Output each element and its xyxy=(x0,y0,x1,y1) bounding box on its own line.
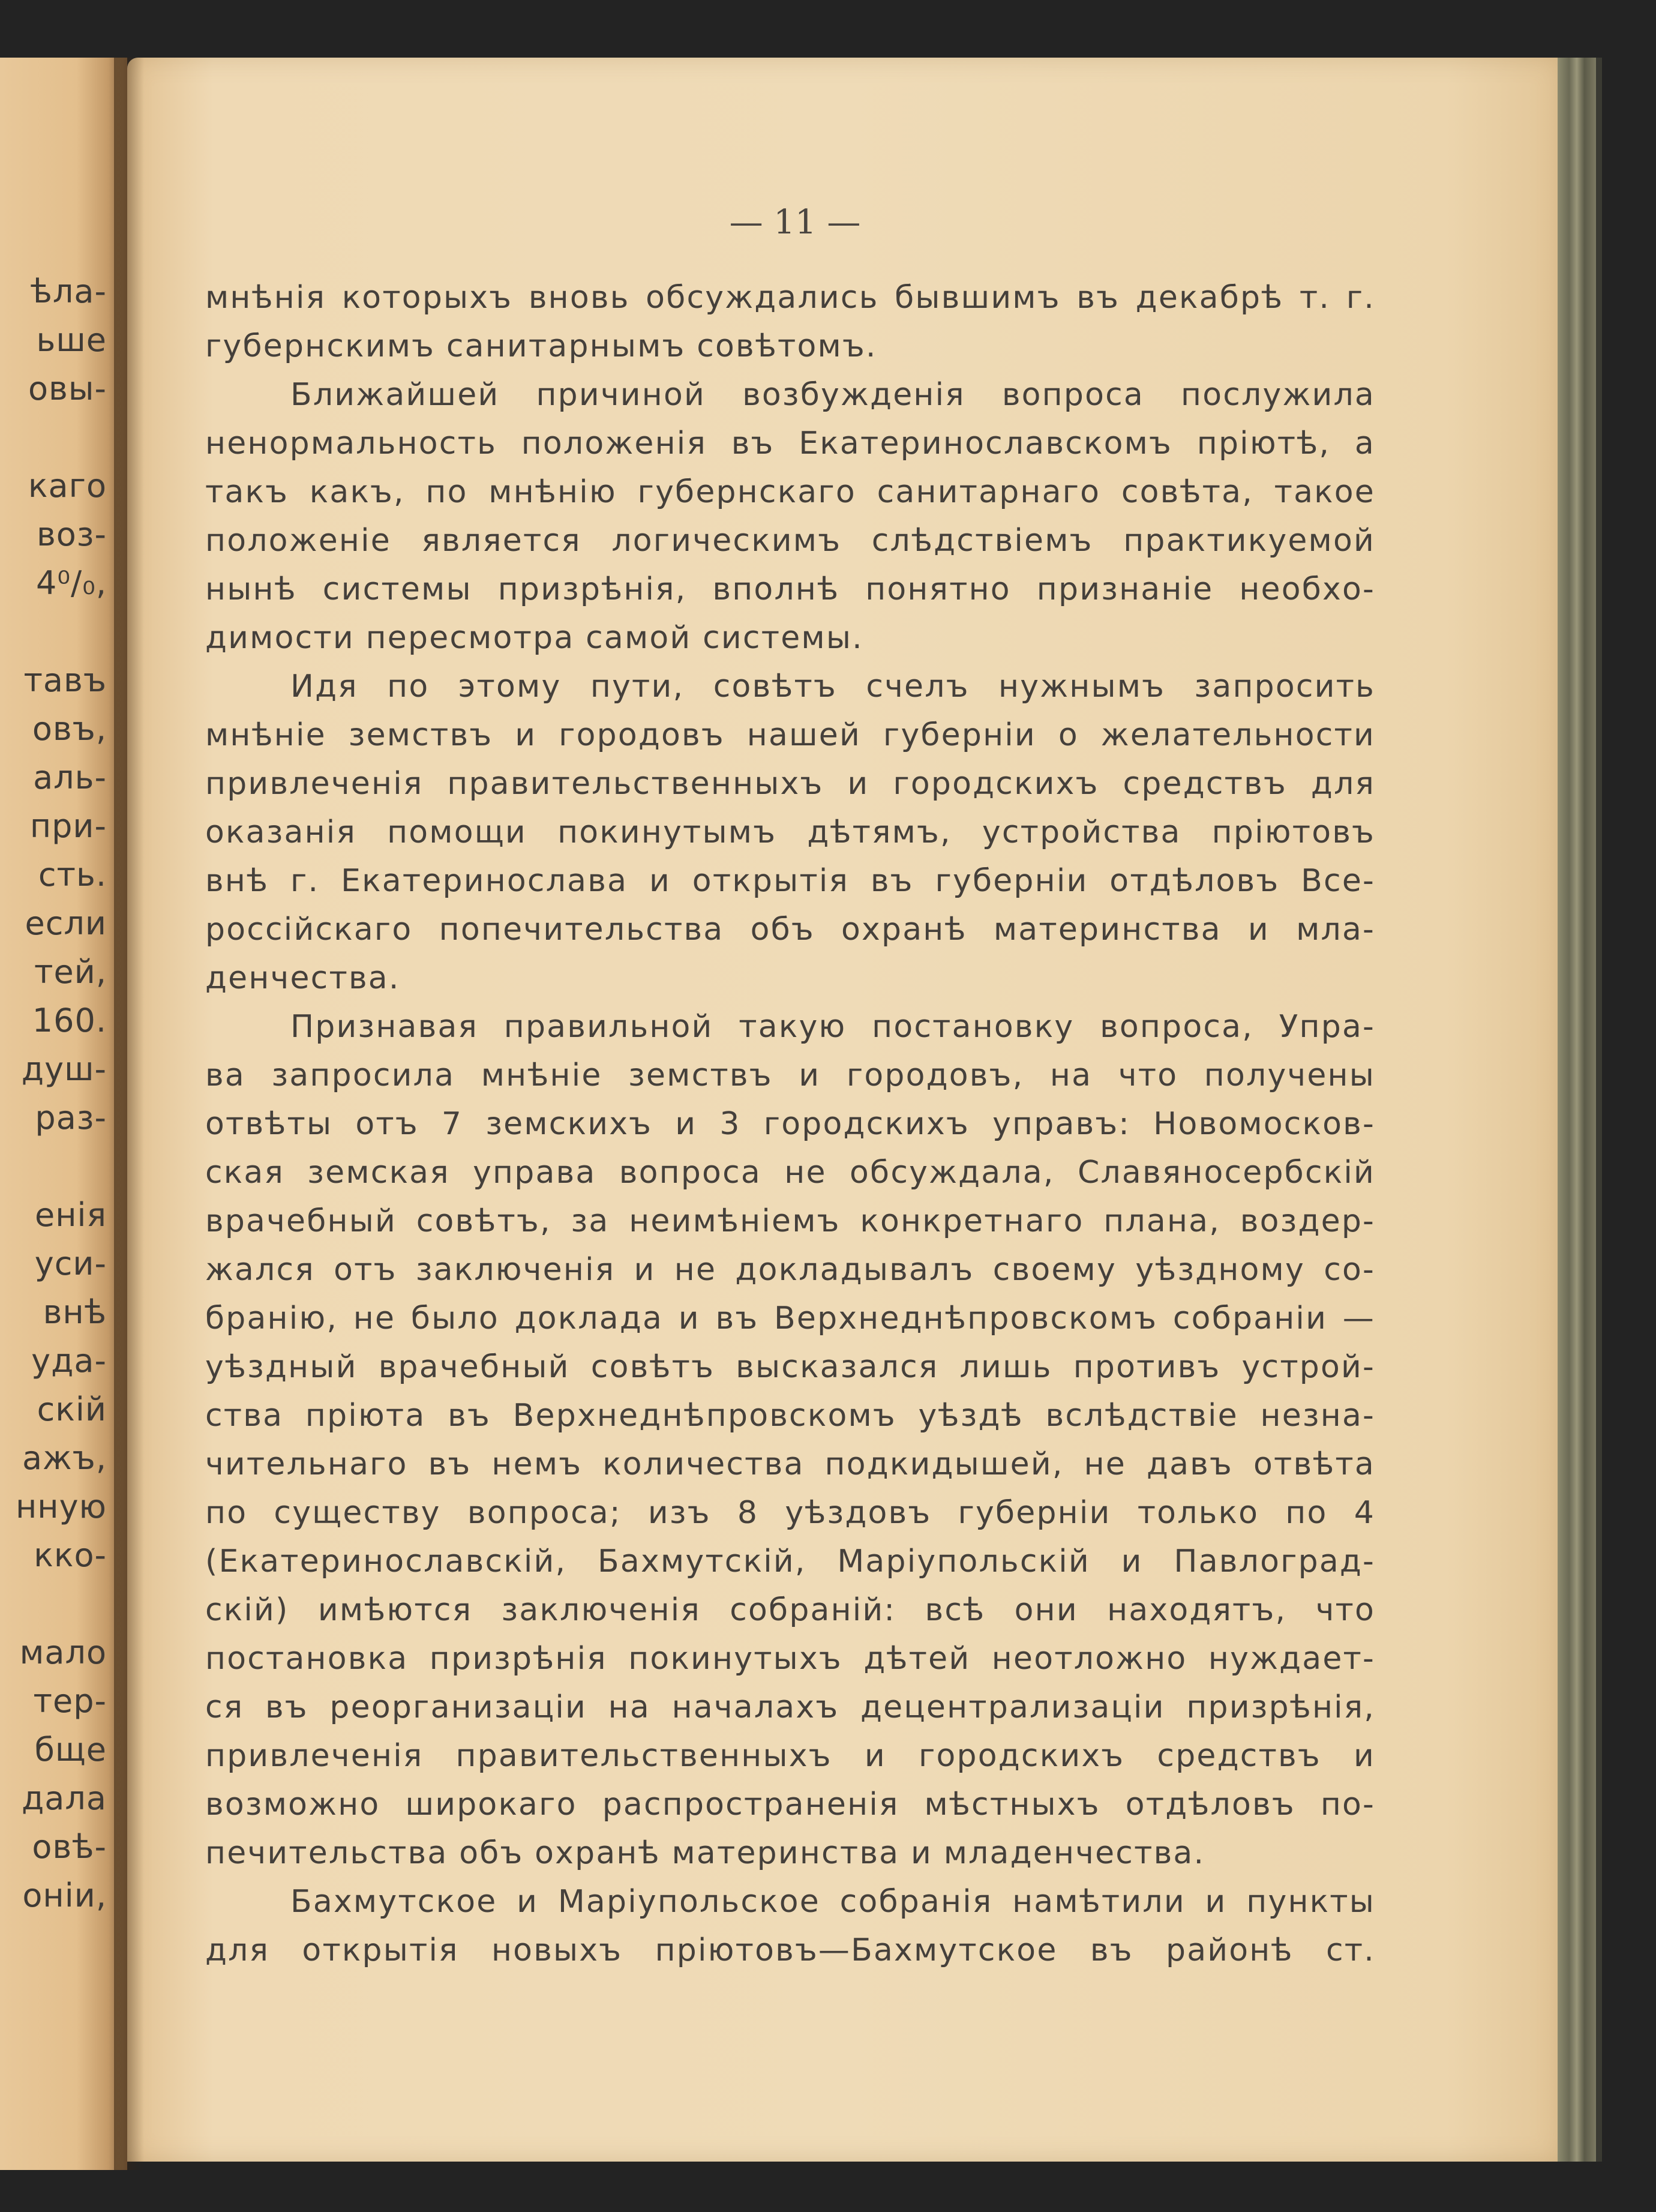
facing-page-fragment: ажъ, xyxy=(22,1439,107,1477)
facing-page-fragment: кко- xyxy=(34,1536,107,1574)
facing-page-fragment: уда- xyxy=(31,1342,107,1380)
facing-page-fragment: внѣ xyxy=(43,1293,107,1331)
facing-page-fragment: душ- xyxy=(21,1050,107,1088)
text-line: ская земская управа вопроса не обсуждала, Славяносербскій xyxy=(205,1155,1375,1191)
facing-page-fragment: 160. xyxy=(32,1002,107,1039)
facing-page-fragment: воз- xyxy=(36,515,107,553)
facing-page-fragment: при- xyxy=(29,807,107,845)
facing-page-fragment: нную xyxy=(15,1488,107,1525)
text-line: ства пріюта въ Верхнеднѣпровскомъ уѣздѣ вслѣдствіе незна- xyxy=(205,1398,1375,1434)
text-line: чительнаго въ немъ количества подкидышей, не давъ отвѣта xyxy=(205,1446,1375,1482)
facing-page-fragment: овы- xyxy=(28,370,107,407)
text-line: Признавая правильной такую постановку вопроса, Упра- xyxy=(290,1009,1375,1045)
text-line: Идя по этому пути, совѣтъ счелъ нужнымъ запросить xyxy=(290,669,1375,705)
text-line: бранію, не было доклада и въ Верхнеднѣпровскомъ собраніи — xyxy=(205,1300,1375,1336)
facing-page-fragment: ѣла- xyxy=(30,272,107,310)
text-line: ва запросила мнѣніе земствъ и городовъ, на что получены xyxy=(205,1057,1375,1093)
text-line: скій) имѣются заключенія собраній: всѣ они находятъ, что xyxy=(205,1592,1375,1628)
page-edges xyxy=(1558,58,1596,2162)
text-line: по существу вопроса; изъ 8 уѣздовъ губерніи только по 4 xyxy=(205,1495,1375,1531)
text-line: привлеченія правительственныхъ и городскихъ средствъ и xyxy=(205,1738,1375,1774)
facing-page-fragment: енія xyxy=(34,1196,107,1234)
text-line: губернскимъ санитарнымъ совѣтомъ. xyxy=(205,328,877,364)
text-line: мнѣнія которыхъ вновь обсуждались бывшимъ въ декабрѣ т. г. xyxy=(205,280,1375,316)
text-line: отвѣты отъ 7 земскихъ и 3 городскихъ управъ: Новомосков- xyxy=(205,1106,1375,1142)
facing-page-fragment: сть. xyxy=(38,856,107,894)
text-line: нынѣ системы призрѣнія, вполнѣ понятно признаніе необхо- xyxy=(205,571,1375,607)
facing-page-fragment: уси- xyxy=(34,1245,107,1282)
text-line: россійскаго попечительства объ охранѣ материнства и мла- xyxy=(205,912,1375,948)
text-line: возможно широкаго распространенія мѣстныхъ отдѣловъ по- xyxy=(205,1787,1375,1823)
facing-page-fragment: если xyxy=(25,904,107,942)
facing-page-fragment: бще xyxy=(34,1731,107,1769)
text-line: такъ какъ, по мнѣнію губернскаго санитарнаго совѣта, такое xyxy=(205,474,1375,510)
spine-shadow xyxy=(114,58,144,2170)
facing-page-fragment: аль- xyxy=(33,759,107,796)
text-line: ненормальность положенія въ Екатеринославскомъ пріютѣ, а xyxy=(205,425,1375,461)
text-line: денчества. xyxy=(205,960,400,996)
text-line: димости пересмотра самой системы. xyxy=(205,620,863,656)
facing-page-fragment: 4⁰/₀, xyxy=(35,564,107,602)
facing-page xyxy=(0,58,127,2170)
text-line: мнѣніе земствъ и городовъ нашей губерніи о желательности xyxy=(205,717,1375,753)
facing-page-fragment: дала xyxy=(21,1779,107,1817)
facing-page-fragment: тавъ xyxy=(23,661,107,699)
facing-page-fragment: оніи, xyxy=(22,1877,107,1914)
facing-page-fragment: ьше xyxy=(36,321,107,359)
text-line: жался отъ заключенія и не докладывалъ своему уѣздному со- xyxy=(205,1252,1375,1288)
text-line: ся въ реорганизаціи на началахъ децентрализаціи призрѣнія, xyxy=(205,1689,1375,1725)
text-line: привлеченія правительственныхъ и городскихъ средствъ для xyxy=(205,766,1375,802)
text-line: внѣ г. Екатеринослава и открытія въ губерніи отдѣловъ Все- xyxy=(205,863,1375,899)
facing-page-fragment: овъ, xyxy=(32,710,107,748)
text-line: врачебный совѣтъ, за неимѣніемъ конкретнаго плана, воздер- xyxy=(205,1203,1375,1239)
page-number: — 11 — xyxy=(729,203,861,242)
facing-page-fragment: скій xyxy=(37,1390,107,1428)
facing-page-fragment: мало xyxy=(19,1633,107,1671)
facing-page-fragment: каго xyxy=(28,467,107,505)
facing-page-fragment: тер- xyxy=(33,1682,107,1720)
page-body xyxy=(205,274,1375,1975)
text-line: уѣздный врачебный совѣтъ высказался лишь противъ устрой- xyxy=(205,1349,1375,1385)
text-line: положеніе является логическимъ слѣдствіемъ практикуемой xyxy=(205,523,1375,559)
page-edge-dark xyxy=(1596,58,1602,2162)
text-line: постановка призрѣнія покинутыхъ дѣтей неотложно нуждает- xyxy=(205,1641,1375,1677)
text-line: печительства объ охранѣ материнства и младенчества. xyxy=(205,1835,1205,1871)
text-line: для открытія новыхъ пріютовъ—Бахмутское въ районѣ ст. xyxy=(205,1932,1375,1968)
text-line: (Екатеринославскій, Бахмутскій, Маріупольскій и Павлоград- xyxy=(205,1543,1375,1579)
text-line: Ближайшей причиной возбужденія вопроса послужила xyxy=(290,377,1375,413)
text-line: оказанія помощи покинутымъ дѣтямъ, устройства пріютовъ xyxy=(205,814,1375,850)
facing-page-fragment: тей, xyxy=(34,953,107,991)
text-line: Бахмутское и Маріупольское собранія намѣтили и пункты xyxy=(290,1884,1375,1920)
facing-page-fragment: овѣ- xyxy=(32,1828,107,1866)
facing-page-fragment: раз- xyxy=(35,1099,107,1137)
